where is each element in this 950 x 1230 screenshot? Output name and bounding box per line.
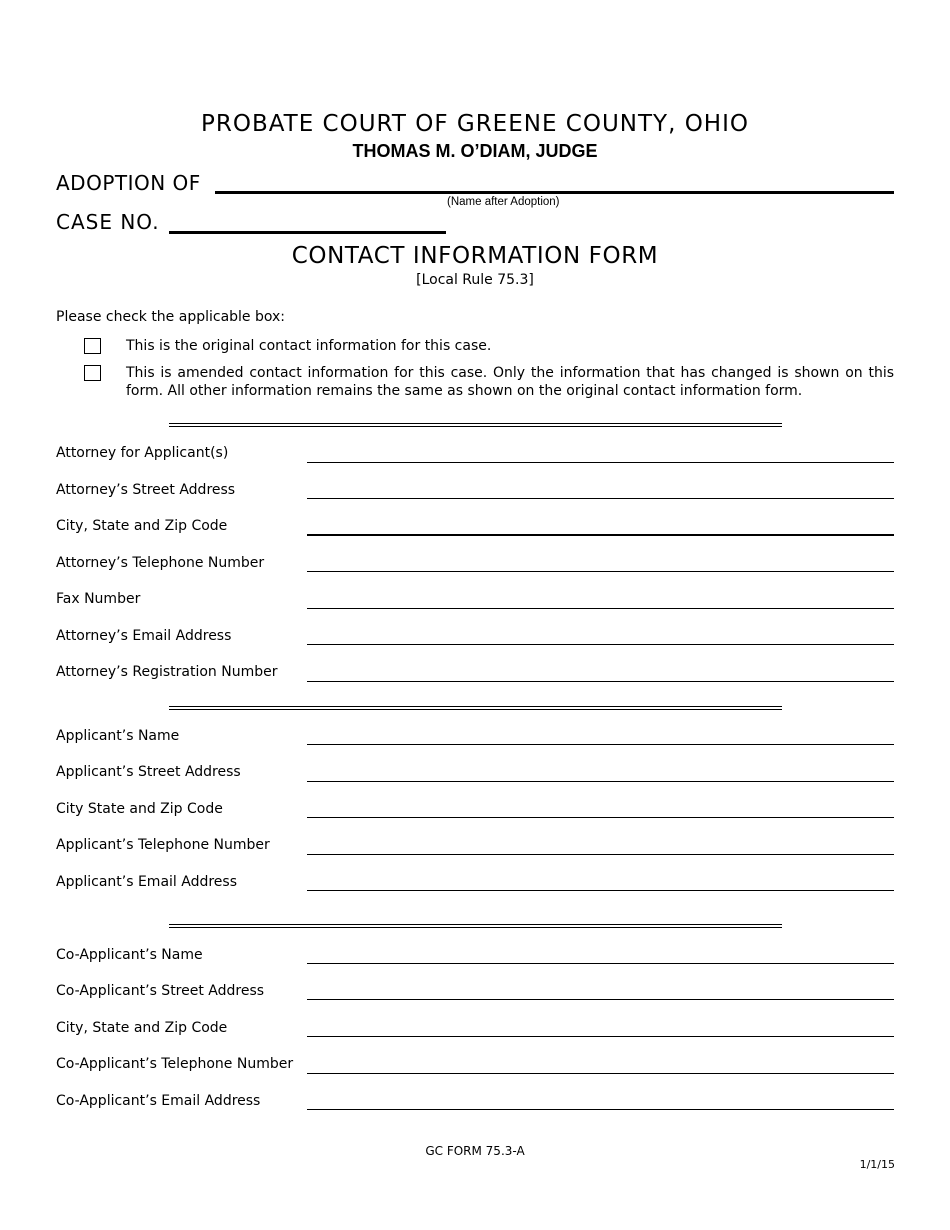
original-info-label: This is the original contact information for this case. xyxy=(126,338,492,354)
coapplicant-name-label: Co-Applicant’s Name xyxy=(56,947,203,963)
applicant-city-field[interactable] xyxy=(307,817,894,818)
attorney-email-label: Attorney’s Email Address xyxy=(56,628,232,644)
section-divider xyxy=(169,706,782,710)
applicant-phone-field[interactable] xyxy=(307,854,894,855)
applicant-name-label: Applicant’s Name xyxy=(56,728,180,744)
coapplicant-name-field[interactable] xyxy=(307,963,894,964)
coapplicant-phone-field[interactable] xyxy=(307,1073,894,1074)
fax-number-field[interactable] xyxy=(307,608,894,609)
form-title: CONTACT INFORMATION FORM xyxy=(291,243,659,269)
revision-date: 1/1/15 xyxy=(859,1158,895,1171)
section-divider xyxy=(169,924,782,928)
coapplicant-phone-label: Co-Applicant’s Telephone Number xyxy=(56,1056,294,1072)
coapplicant-email-label: Co-Applicant’s Email Address xyxy=(56,1093,261,1109)
adoption-name-note: (Name after Adoption) xyxy=(447,196,560,208)
attorney-phone-field[interactable] xyxy=(307,571,894,572)
attorney-phone-label: Attorney’s Telephone Number xyxy=(56,555,265,571)
applicant-name-field[interactable] xyxy=(307,744,894,745)
court-name: PROBATE COURT OF GREENE COUNTY, OHIO xyxy=(200,111,749,137)
form-number: GC FORM 75.3-A xyxy=(425,1144,525,1158)
coapplicant-email-field[interactable] xyxy=(307,1109,894,1110)
attorney-street-label: Attorney’s Street Address xyxy=(56,482,236,498)
attorney-name-field[interactable] xyxy=(307,462,894,463)
applicant-email-field[interactable] xyxy=(307,890,894,891)
applicant-street-field[interactable] xyxy=(307,781,894,782)
adoption-name-field[interactable] xyxy=(215,191,894,194)
adoption-of-label: ADOPTION OF xyxy=(56,171,201,195)
attorney-city-field[interactable] xyxy=(307,534,894,536)
case-number-field[interactable] xyxy=(169,231,446,234)
attorney-registration-label: Attorney’s Registration Number xyxy=(56,664,278,680)
attorney-city-label: City, State and Zip Code xyxy=(56,518,228,534)
attorney-email-field[interactable] xyxy=(307,644,894,645)
attorney-street-field[interactable] xyxy=(307,498,894,499)
applicant-email-label: Applicant’s Email Address xyxy=(56,874,238,890)
applicant-phone-label: Applicant’s Telephone Number xyxy=(56,837,270,853)
coapplicant-street-field[interactable] xyxy=(307,999,894,1000)
original-info-checkbox[interactable] xyxy=(84,338,101,354)
check-instruction: Please check the applicable box: xyxy=(56,309,286,325)
fax-number-label: Fax Number xyxy=(56,591,141,607)
case-number-label: CASE NO. xyxy=(56,210,160,234)
amended-info-checkbox[interactable] xyxy=(84,365,101,381)
section-divider xyxy=(169,423,782,427)
attorney-registration-field[interactable] xyxy=(307,681,894,682)
coapplicant-street-label: Co-Applicant’s Street Address xyxy=(56,983,265,999)
judge-name: THOMAS M. O’DIAM, JUDGE xyxy=(352,141,598,161)
coapplicant-city-field[interactable] xyxy=(307,1036,894,1037)
attorney-name-label: Attorney for Applicant(s) xyxy=(56,445,229,461)
coapplicant-city-label: City, State and Zip Code xyxy=(56,1020,228,1036)
local-rule: [Local Rule 75.3] xyxy=(416,272,534,288)
applicant-street-label: Applicant’s Street Address xyxy=(56,764,241,780)
applicant-city-label: City State and Zip Code xyxy=(56,801,223,817)
amended-info-label: This is amended contact information for this case. Only the information that has changed is shown on this form. All other information remains the same as shown on the original contact information form. xyxy=(126,365,894,399)
